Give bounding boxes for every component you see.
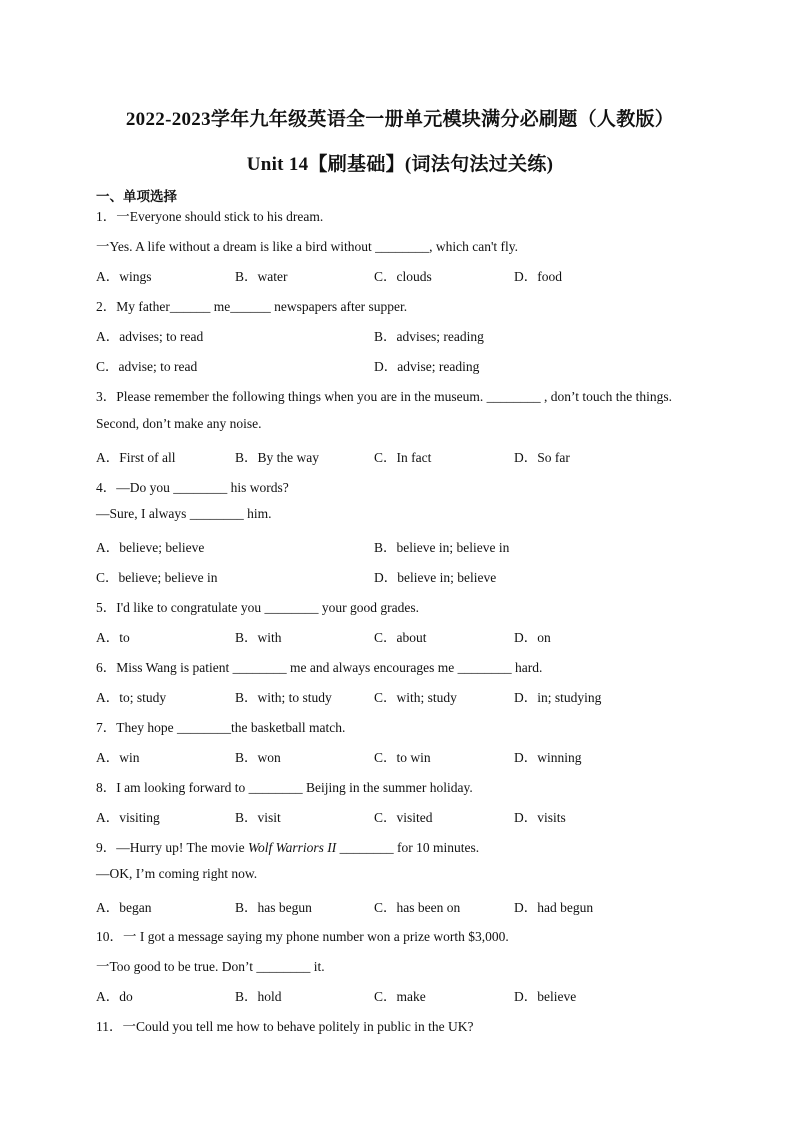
question-1-option-b: B．water xyxy=(235,269,288,284)
question-1-option-c: C．clouds xyxy=(374,269,432,284)
question-6-option-c: C．with; study xyxy=(374,690,457,705)
question-7-option-b: B．won xyxy=(235,750,281,765)
question-8-stem: 8．I am looking forward to ________ Beijing in the summer holiday. xyxy=(96,780,473,795)
question-5-stem: 5．I'd like to congratulate you ________ your good grades. xyxy=(96,600,419,615)
question-7-option-c: C．to win xyxy=(374,750,431,765)
question-10-stem-line-2: 一Too good to be true. Don’t ________ it. xyxy=(96,959,325,974)
question-2-option-a: A．advises; to read xyxy=(96,329,204,344)
question-4-option-d: D．believe in; believe xyxy=(374,570,497,585)
question-6-stem: 6．Miss Wang is patient ________ me and always encourages me ________ hard. xyxy=(96,660,543,675)
question-3-option-a: A．First of all xyxy=(96,450,176,465)
question-11-stem: 11．一Could you tell me how to behave politely in public in the UK? xyxy=(96,1019,474,1034)
question-9-option-a: A．began xyxy=(96,900,152,915)
question-10-option-a: A．do xyxy=(96,989,133,1004)
question-8-option-d: D．visits xyxy=(514,810,566,825)
question-4-option-a: A．believe; believe xyxy=(96,540,205,555)
question-1-option-d: D．food xyxy=(514,269,562,284)
question-7-stem: 7．They hope ________the basketball match. xyxy=(96,720,346,735)
question-9-movie-title: Wolf Warriors II xyxy=(247,840,337,855)
question-9-stem-start: 9．—Hurry up! The movie xyxy=(96,840,248,855)
question-8-option-c: C．visited xyxy=(374,810,433,825)
question-9-stem-line-2: —OK, I’m coming right now. xyxy=(96,866,258,881)
question-1-stem-line-2: 一Yes. A life without a dream is like a bird without ________, which can't fly. xyxy=(96,239,519,254)
question-4-option-b: B．believe in; believe in xyxy=(374,540,510,555)
question-9-stem xyxy=(96,836,479,856)
question-7-option-d: D．winning xyxy=(514,750,582,765)
question-10-stem: 10．一 I got a message saying my phone number won a prize worth $3,000. xyxy=(96,929,509,944)
question-9-option-b: B．has begun xyxy=(235,900,312,915)
question-5-option-b: B．with xyxy=(235,630,282,645)
question-5-option-a: A．to xyxy=(96,630,130,645)
question-9-option-c: C．has been on xyxy=(374,900,461,915)
document-title: 2022-2023学年九年级英语全一册单元模块满分必刷题（人教版） xyxy=(125,109,675,130)
question-2-stem: 2．My father______ me______ newspapers after supper. xyxy=(96,299,408,314)
question-10-option-b: B．hold xyxy=(235,989,282,1004)
question-3-option-b: B．By the way xyxy=(235,450,319,465)
question-4-stem: 4．—Do you ________ his words? xyxy=(96,480,289,495)
question-9-option-d: D．had begun xyxy=(514,900,594,915)
question-3-option-d: D．So far xyxy=(514,450,570,465)
question-9-stem-end: ________ for 10 minutes. xyxy=(336,840,480,855)
question-8-option-a: A．visiting xyxy=(96,810,160,825)
question-6-option-d: D．in; studying xyxy=(514,690,602,705)
question-3-option-c: C．In fact xyxy=(374,450,432,465)
question-3-stem-line-2: Second, don’t make any noise. xyxy=(96,416,262,431)
question-1-option-a: A．wings xyxy=(96,269,152,284)
question-4-option-c: C．believe; believe in xyxy=(96,570,218,585)
question-10-option-d: D．believe xyxy=(514,989,577,1004)
question-6-option-a: A．to; study xyxy=(96,690,167,705)
section-heading: 一、单项选择 xyxy=(96,189,177,204)
question-6-option-b: B．with; to study xyxy=(235,690,332,705)
document-subtitle: Unit 14【刷基础】(词法句法过关练) xyxy=(246,154,554,175)
question-7-option-a: A．win xyxy=(96,750,140,765)
question-5-option-c: C．about xyxy=(374,630,427,645)
question-2-option-d: D．advise; reading xyxy=(374,359,480,374)
question-1-stem: 1．一Everyone should stick to his dream. xyxy=(96,209,324,224)
question-2-option-c: C．advise; to read xyxy=(96,359,198,374)
question-4-stem-line-2: —Sure, I always ________ him. xyxy=(96,506,272,521)
question-8-option-b: B．visit xyxy=(235,810,281,825)
question-3-stem: 3．Please remember the following things when you are in the museum. ________ , don’t touch the things. xyxy=(96,389,673,404)
question-2-option-b: B．advises; reading xyxy=(374,329,484,344)
question-5-option-d: D．on xyxy=(514,630,551,645)
question-10-option-c: C．make xyxy=(374,989,426,1004)
